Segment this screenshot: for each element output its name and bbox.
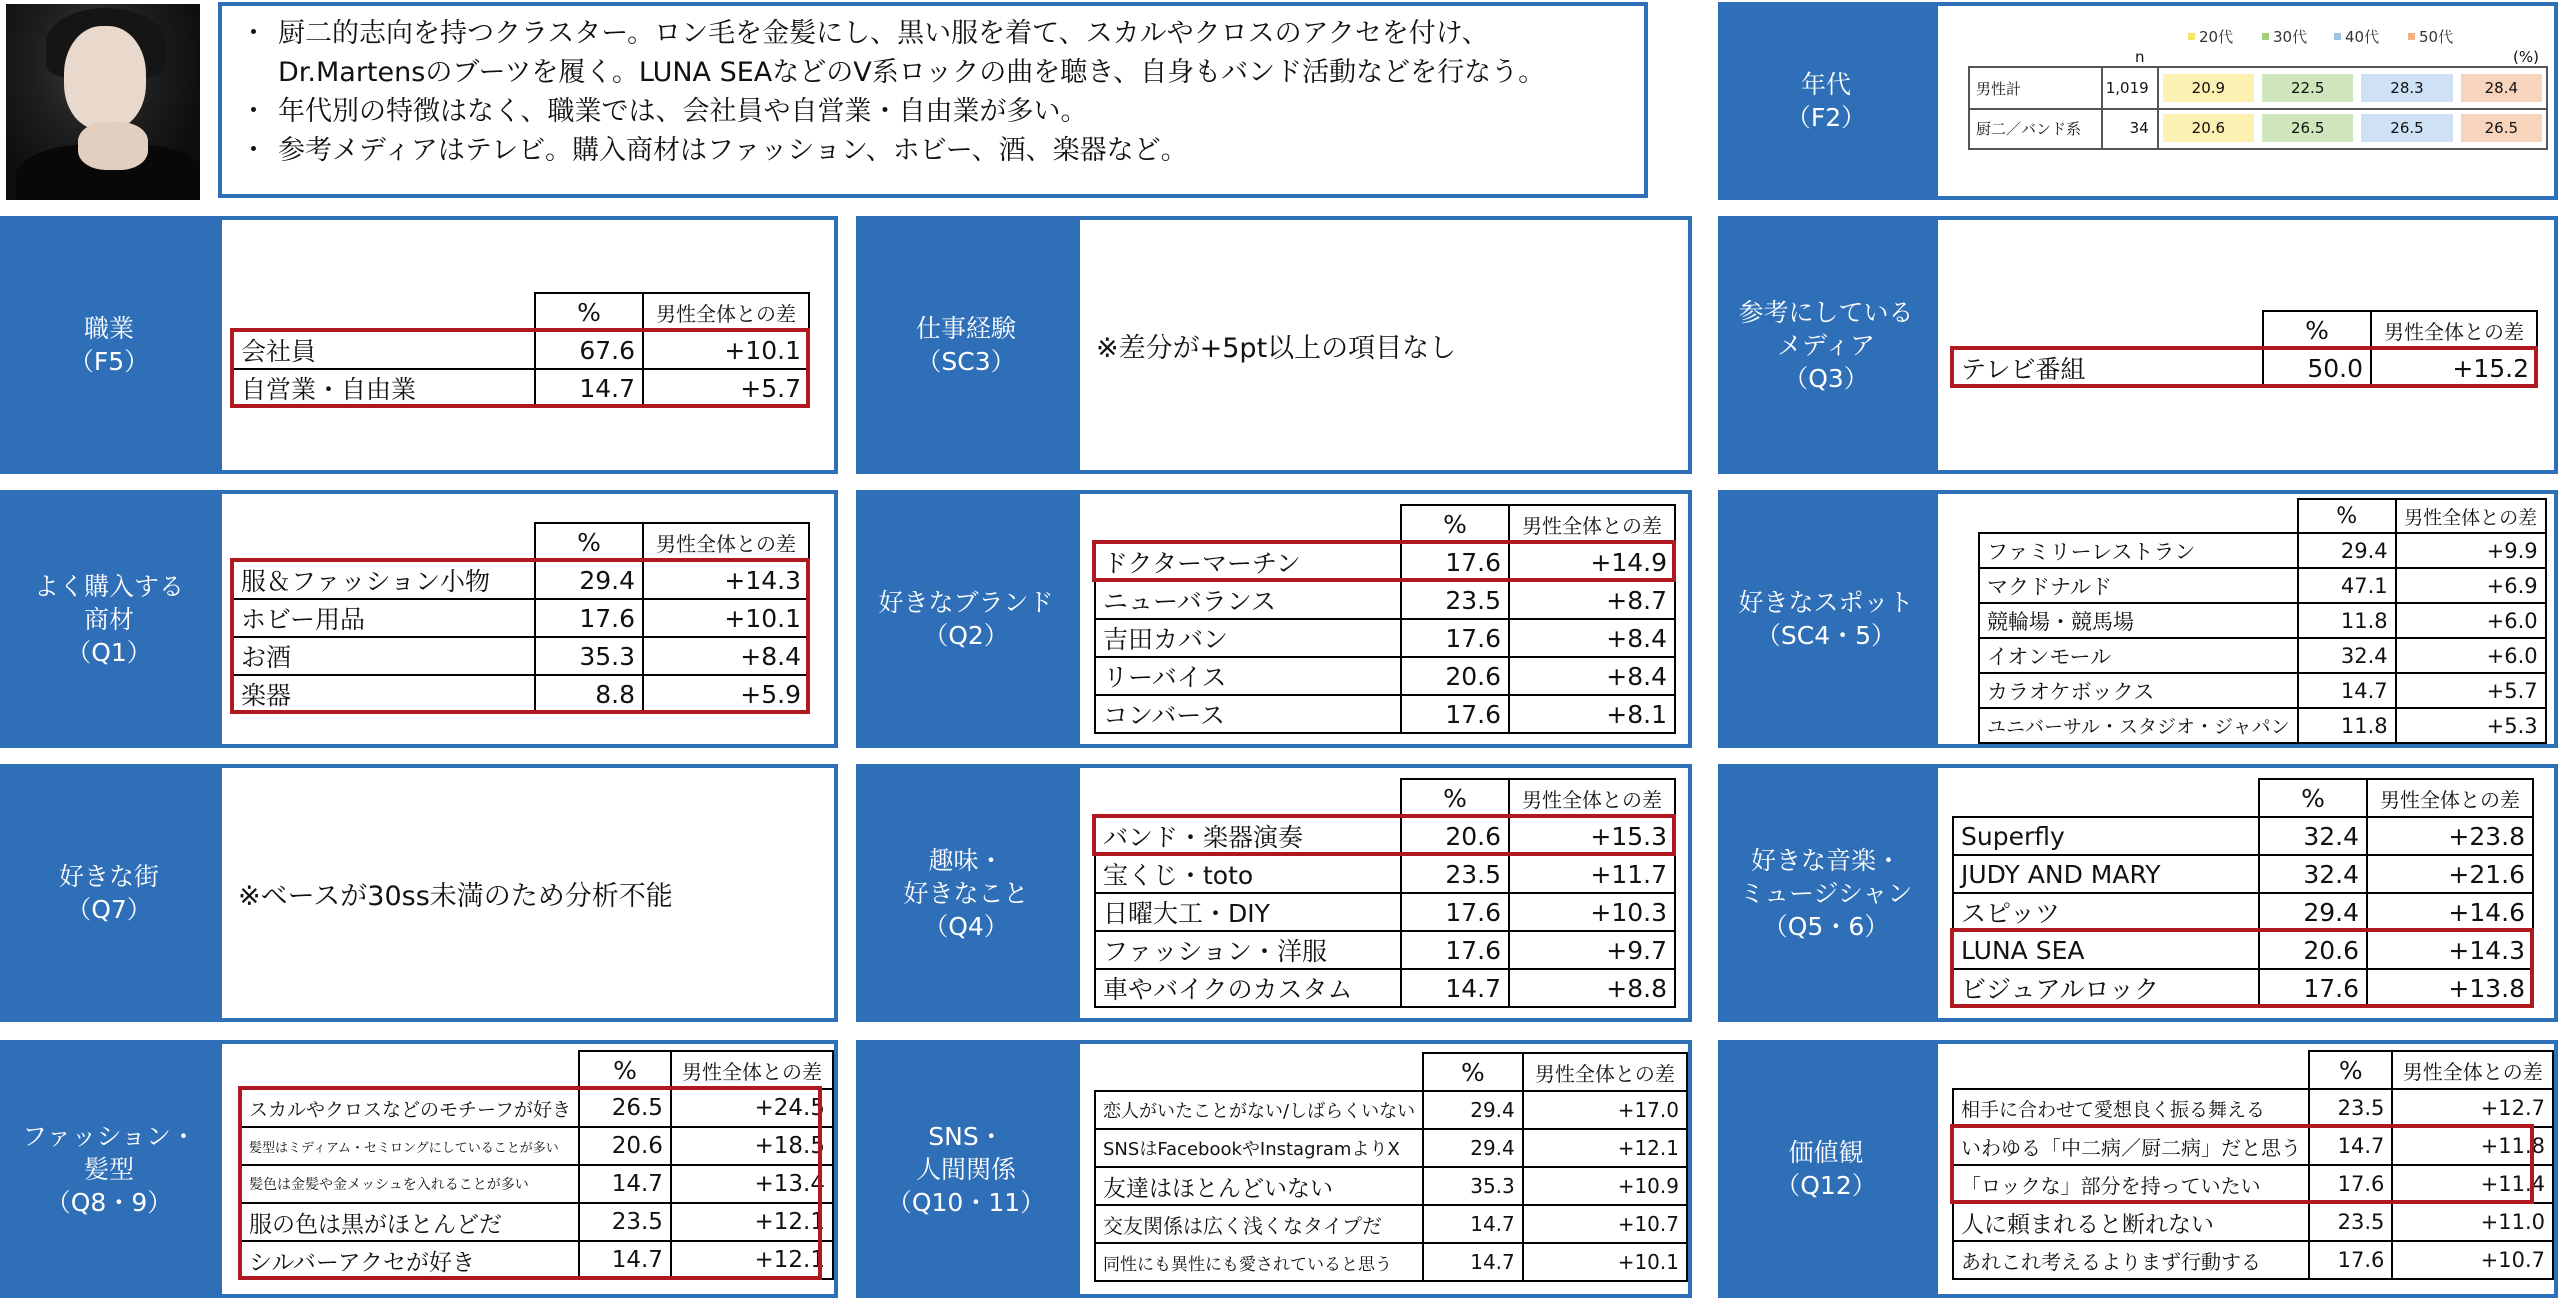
pct-header: % [535, 293, 643, 331]
pct-header: % [2259, 779, 2367, 817]
item-label: 人に頼まれると断れない [1953, 1203, 2309, 1241]
n-header: n [2135, 48, 2145, 66]
legend-swatch-30s [2262, 33, 2269, 40]
table-row [1095, 1129, 1687, 1167]
pct-value: 14.7 [579, 1241, 671, 1279]
media-label: 参考にしている メディア （Q3） [1718, 216, 1934, 474]
table-row [1095, 619, 1675, 657]
diff-value: +14.9 [1509, 543, 1675, 581]
diff-value: +5.9 [643, 675, 809, 713]
item-label: スピッツ [1953, 893, 2259, 931]
music-table [1952, 778, 2534, 1008]
item-label: 交友関係は広く浅くなタイプだ [1095, 1205, 1423, 1243]
hobby-table [1094, 778, 1676, 1008]
diff-value: +6.0 [2396, 603, 2546, 638]
table-row [233, 331, 809, 369]
work-note: ※差分が+5pt以上の項目なし [1096, 333, 1457, 364]
diff-value: +14.3 [643, 561, 809, 599]
pct-value: 17.6 [1401, 543, 1509, 581]
item-label: あれこれ考えるよりまず行動する [1953, 1241, 2309, 1279]
age-table [1968, 66, 2548, 150]
diff-value: +10.3 [1509, 893, 1675, 931]
item-label: 「ロックな」部分を持っていたい [1953, 1165, 2309, 1203]
town-panel [218, 764, 838, 1022]
town-label: 好きな街 （Q7） [0, 764, 218, 1022]
pct-value: 14.7 [1423, 1243, 1523, 1281]
table-header-row [233, 523, 809, 561]
diff-value: +21.6 [2367, 855, 2533, 893]
diff-value: +5.7 [643, 369, 809, 407]
summary-line: ・ 厨二的志向を持つクラスター。ロン毛を金髪にし、黒い服を着て、スカルやクロスのアクセを付け、 Dr.Martensのブーツを履く。LUNA SEAなどのV系ロックの曲を聴き、自身もバンド活動などを行なう。 [240, 18, 1546, 89]
age-row [1970, 108, 2546, 148]
item-label: ビジュアルロック [1953, 969, 2259, 1007]
diff-value: +11.7 [1509, 855, 1675, 893]
item-label: ユニバーサル・スタジオ・ジャパン [1979, 708, 2298, 743]
pct-value: 20.6 [579, 1127, 671, 1165]
table-row [233, 561, 809, 599]
table-row [1979, 568, 2546, 603]
pct-value: 35.3 [535, 637, 643, 675]
pct-value: 17.6 [535, 599, 643, 637]
pct-header: % [579, 1051, 671, 1089]
pct-value: 14.7 [535, 369, 643, 407]
table-row [1953, 931, 2533, 969]
item-label: 服＆ファッション小物 [233, 561, 535, 599]
age-value-bar: 26.5 [2262, 114, 2353, 142]
pct-header: % [1401, 779, 1509, 817]
diff-value: +5.7 [2396, 673, 2546, 708]
table-row [1095, 893, 1675, 931]
diff-value: +14.6 [2367, 893, 2533, 931]
pct-header: % [1423, 1053, 1523, 1091]
item-label: JUDY AND MARY [1953, 855, 2259, 893]
item-label: Superfly [1953, 817, 2259, 855]
item-label: 友達はほとんどいない [1095, 1167, 1423, 1205]
age-legend: 40代 [2334, 26, 2379, 47]
diff-value: +12.7 [2392, 1089, 2553, 1127]
table-header-row [1095, 1053, 1687, 1091]
pct-value: 17.6 [2259, 969, 2367, 1007]
pct-value: 14.7 [2298, 673, 2396, 708]
sns-panel [1076, 1040, 1692, 1298]
diff-value: +11.4 [2392, 1165, 2553, 1203]
diff-header: 男性全体との差 [2371, 311, 2537, 349]
item-label: シルバーアクセが好き [241, 1241, 579, 1279]
media-panel [1934, 216, 2558, 474]
item-label: ドクターマーチン [1095, 543, 1401, 581]
item-label: バンド・楽器演奏 [1095, 817, 1401, 855]
age-label: 年代 （F2） [1718, 2, 1934, 200]
diff-value: +8.4 [1509, 657, 1675, 695]
table-row [1979, 638, 2546, 673]
age-legend: 30代 [2262, 26, 2307, 47]
age-value-bar: 20.9 [2163, 74, 2254, 102]
item-label: テレビ番組 [1953, 349, 2263, 387]
age-value-bar: 22.5 [2262, 74, 2353, 102]
table-row [1953, 855, 2533, 893]
table-row [1979, 533, 2546, 568]
pct-value: 17.6 [1401, 893, 1509, 931]
pct-value: 23.5 [579, 1203, 671, 1241]
age-row [1970, 68, 2546, 110]
table-header-row [1095, 505, 1675, 543]
diff-value: +12.1 [671, 1241, 833, 1279]
diff-header: 男性全体との差 [1509, 779, 1675, 817]
table-row [1979, 603, 2546, 638]
summary-box [218, 2, 1648, 198]
table-row [1095, 657, 1675, 695]
table-header-row [1953, 1051, 2553, 1089]
diff-value: +8.4 [643, 637, 809, 675]
item-label: お酒 [233, 637, 535, 675]
table-header-row [233, 293, 809, 331]
age-value-bar: 28.4 [2461, 74, 2542, 102]
item-label: いわゆる「中二病／厨二病」だと思う [1953, 1127, 2309, 1165]
table-row [233, 637, 809, 675]
table-row [1095, 1205, 1687, 1243]
table-row [1953, 1241, 2553, 1279]
table-row [1095, 969, 1675, 1007]
music-panel [1934, 764, 2558, 1022]
purchase-panel [218, 490, 838, 748]
item-label: カラオケボックス [1979, 673, 2298, 708]
table-row [1095, 581, 1675, 619]
table-row [241, 1203, 833, 1241]
fashion-table [240, 1050, 834, 1280]
pct-value: 26.5 [579, 1089, 671, 1127]
diff-value: +12.1 [671, 1203, 833, 1241]
media-table [1952, 310, 2538, 388]
item-label: コンバース [1095, 695, 1401, 733]
music-label: 好きな音楽・ ミュージシャン （Q5・6） [1718, 764, 1934, 1022]
age-legend: 50代 [2408, 26, 2453, 47]
diff-value: +9.9 [2396, 533, 2546, 568]
table-row [1953, 1203, 2553, 1241]
table-row [1953, 893, 2533, 931]
pct-value: 20.6 [2259, 931, 2367, 969]
town-note: ※ベースが30ss未満のため分析不能 [238, 881, 673, 912]
table-row [241, 1165, 833, 1203]
diff-header: 男性全体との差 [1523, 1053, 1687, 1091]
diff-value: +11.8 [2392, 1127, 2553, 1165]
table-row [241, 1089, 833, 1127]
fashion-label: ファッション・ 髪型 （Q8・9） [0, 1040, 218, 1298]
diff-header: 男性全体との差 [2367, 779, 2533, 817]
item-label: 髪型はミディアム・セミロングにしていることが多い [241, 1127, 579, 1165]
item-label: 恋人がいたことがない/しばらくいない [1095, 1091, 1423, 1129]
age-value-bar: 26.5 [2461, 114, 2542, 142]
pct-value: 8.8 [535, 675, 643, 713]
diff-header: 男性全体との差 [1509, 505, 1675, 543]
diff-header: 男性全体との差 [671, 1051, 833, 1089]
pct-value: 14.7 [2309, 1127, 2392, 1165]
table-row [1979, 708, 2546, 743]
pct-value: 17.6 [1401, 619, 1509, 657]
table-header-row [1095, 779, 1675, 817]
fashion-panel [218, 1040, 838, 1298]
diff-value: +10.7 [2392, 1241, 2553, 1279]
age-panel [1934, 2, 2558, 200]
pct-value: 35.3 [1423, 1167, 1523, 1205]
pct-value: 50.0 [2263, 349, 2371, 387]
diff-value: +8.4 [1509, 619, 1675, 657]
brand-table [1094, 504, 1676, 734]
work-panel [1076, 216, 1692, 474]
pct-value: 17.6 [1401, 695, 1509, 733]
diff-value: +23.8 [2367, 817, 2533, 855]
diff-value: +6.9 [2396, 568, 2546, 603]
sns-label: SNS・ 人間関係 （Q10・11） [856, 1040, 1076, 1298]
brand-panel [1076, 490, 1692, 748]
legend-swatch-40s [2334, 33, 2341, 40]
table-header-row [1979, 499, 2546, 533]
pct-value: 14.7 [1401, 969, 1509, 1007]
pct-value: 29.4 [1423, 1091, 1523, 1129]
pct-header: % [2263, 311, 2371, 349]
age-value-bar: 20.6 [2163, 114, 2254, 142]
purchase-label: よく購入する 商材 （Q1） [0, 490, 218, 748]
table-row [233, 369, 809, 407]
diff-value: +14.3 [2367, 931, 2533, 969]
table-row [1953, 1089, 2553, 1127]
item-label: 楽器 [233, 675, 535, 713]
age-value-bar: 28.3 [2361, 74, 2452, 102]
item-label: 髪色は金髪や金メッシュを入れることが多い [241, 1165, 579, 1203]
item-label: 吉田カバン [1095, 619, 1401, 657]
diff-value: +18.5 [671, 1127, 833, 1165]
diff-value: +15.2 [2371, 349, 2537, 387]
age-legend: 20代 [2188, 26, 2233, 47]
item-label: 車やバイクのカスタム [1095, 969, 1401, 1007]
pct-value: 47.1 [2298, 568, 2396, 603]
age-value-bar: 26.5 [2361, 114, 2452, 142]
item-label: ホビー用品 [233, 599, 535, 637]
diff-value: +8.1 [1509, 695, 1675, 733]
item-label: マクドナルド [1979, 568, 2298, 603]
table-row [1953, 817, 2533, 855]
diff-value: +12.1 [1523, 1129, 1687, 1167]
table-row [1095, 1091, 1687, 1129]
persona-photo [6, 4, 200, 200]
pct-value: 14.7 [579, 1165, 671, 1203]
item-label: LUNA SEA [1953, 931, 2259, 969]
pct-value: 20.6 [1401, 657, 1509, 695]
item-label: 相手に合わせて愛想良く振る舞える [1953, 1089, 2309, 1127]
table-row [241, 1241, 833, 1279]
table-row [1953, 969, 2533, 1007]
table-row [1979, 673, 2546, 708]
diff-header: 男性全体との差 [643, 523, 809, 561]
brand-label: 好きなブランド （Q2） [856, 490, 1076, 748]
table-row [1953, 1165, 2553, 1203]
item-label: 自営業・自由業 [233, 369, 535, 407]
age-row-n: 34 [2103, 108, 2159, 148]
pct-value: 29.4 [1423, 1129, 1523, 1167]
legend-swatch-20s [2188, 33, 2195, 40]
table-header-row [241, 1051, 833, 1089]
pct-value: 17.6 [2309, 1165, 2392, 1203]
table-row [1095, 817, 1675, 855]
item-label: リーバイス [1095, 657, 1401, 695]
pct-value: 29.4 [2259, 893, 2367, 931]
pct-header: % [2309, 1051, 2392, 1089]
pct-value: 23.5 [2309, 1203, 2392, 1241]
table-header-row [1953, 779, 2533, 817]
diff-value: +11.0 [2392, 1203, 2553, 1241]
age-row-label: 厨二／バンド系 [1970, 108, 2103, 148]
summary-line: ・ 年代別の特徴はなく、職業では、会社員や自営業・自由業が多い。 [240, 96, 1088, 128]
diff-value: +5.3 [2396, 708, 2546, 743]
table-row [233, 675, 809, 713]
spot-table [1978, 498, 2547, 744]
pct-value: 11.8 [2298, 603, 2396, 638]
table-row [1095, 695, 1675, 733]
table-row [1095, 1167, 1687, 1205]
diff-value: +13.8 [2367, 969, 2533, 1007]
item-label: ファッション・洋服 [1095, 931, 1401, 969]
table-row [241, 1127, 833, 1165]
values-label: 価値観 （Q12） [1718, 1040, 1934, 1298]
item-label: ニューバランス [1095, 581, 1401, 619]
table-row [1953, 1127, 2553, 1165]
diff-value: +8.7 [1509, 581, 1675, 619]
diff-value: +6.0 [2396, 638, 2546, 673]
pct-value: 17.6 [2309, 1241, 2392, 1279]
table-row [1953, 349, 2537, 387]
sns-table [1094, 1052, 1688, 1282]
spot-panel [1934, 490, 2558, 748]
diff-value: +8.8 [1509, 969, 1675, 1007]
pct-value: 17.6 [1401, 931, 1509, 969]
diff-value: +10.7 [1523, 1205, 1687, 1243]
legend-swatch-50s [2408, 33, 2415, 40]
pct-value: 20.6 [1401, 817, 1509, 855]
item-label: イオンモール [1979, 638, 2298, 673]
item-label: 競輪場・競馬場 [1979, 603, 2298, 638]
values-table [1952, 1050, 2554, 1280]
table-row [1095, 855, 1675, 893]
diff-header: 男性全体との差 [2396, 499, 2546, 533]
pct-value: 29.4 [2298, 533, 2396, 568]
item-label: 会社員 [233, 331, 535, 369]
work-label: 仕事経験 （SC3） [856, 216, 1076, 474]
pct-value: 32.4 [2259, 817, 2367, 855]
item-label: SNSはFacebookやInstagramよりX [1095, 1129, 1423, 1167]
pct-value: 23.5 [2309, 1089, 2392, 1127]
diff-value: +24.5 [671, 1089, 833, 1127]
item-label: 同性にも異性にも愛されていると思う [1095, 1243, 1423, 1281]
item-label: 日曜大工・DIY [1095, 893, 1401, 931]
unit-label: (%) [2513, 48, 2539, 66]
item-label: スカルやクロスなどのモチーフが好き [241, 1089, 579, 1127]
table-header-row [1953, 311, 2537, 349]
age-row-n: 1,019 [2103, 68, 2159, 108]
table-row [233, 599, 809, 637]
pct-value: 14.7 [1423, 1205, 1523, 1243]
diff-header: 男性全体との差 [643, 293, 809, 331]
pct-value: 11.8 [2298, 708, 2396, 743]
diff-value: +10.1 [643, 331, 809, 369]
pct-value: 32.4 [2298, 638, 2396, 673]
pct-header: % [1401, 505, 1509, 543]
diff-header: 男性全体との差 [2392, 1051, 2553, 1089]
item-label: 宝くじ・toto [1095, 855, 1401, 893]
table-row [1095, 543, 1675, 581]
pct-header: % [535, 523, 643, 561]
diff-value: +13.4 [671, 1165, 833, 1203]
occupation-label: 職業 （F5） [0, 216, 218, 474]
occupation-table [232, 292, 810, 408]
pct-value: 23.5 [1401, 855, 1509, 893]
spot-label: 好きなスポット （SC4・5） [1718, 490, 1934, 748]
summary-line: ・ 参考メディアはテレビ。購入商材はファッション、ホビー、酒、楽器など。 [240, 135, 1188, 167]
pct-header: % [2298, 499, 2396, 533]
hobby-label: 趣味・ 好きなこと （Q4） [856, 764, 1076, 1022]
item-label: ファミリーレストラン [1979, 533, 2298, 568]
diff-value: +9.7 [1509, 931, 1675, 969]
table-row [1095, 1243, 1687, 1281]
diff-value: +15.3 [1509, 817, 1675, 855]
pct-value: 67.6 [535, 331, 643, 369]
table-row [1095, 931, 1675, 969]
item-label: 服の色は黒がほとんどだ [241, 1203, 579, 1241]
age-row-label: 男性計 [1970, 68, 2103, 108]
diff-value: +10.1 [643, 599, 809, 637]
pct-value: 29.4 [535, 561, 643, 599]
purchase-table [232, 522, 810, 714]
diff-value: +10.1 [1523, 1243, 1687, 1281]
diff-value: +17.0 [1523, 1091, 1687, 1129]
hobby-panel [1076, 764, 1692, 1022]
values-panel [1934, 1040, 2558, 1298]
pct-value: 23.5 [1401, 581, 1509, 619]
pct-value: 32.4 [2259, 855, 2367, 893]
occupation-panel [218, 216, 838, 474]
diff-value: +10.9 [1523, 1167, 1687, 1205]
